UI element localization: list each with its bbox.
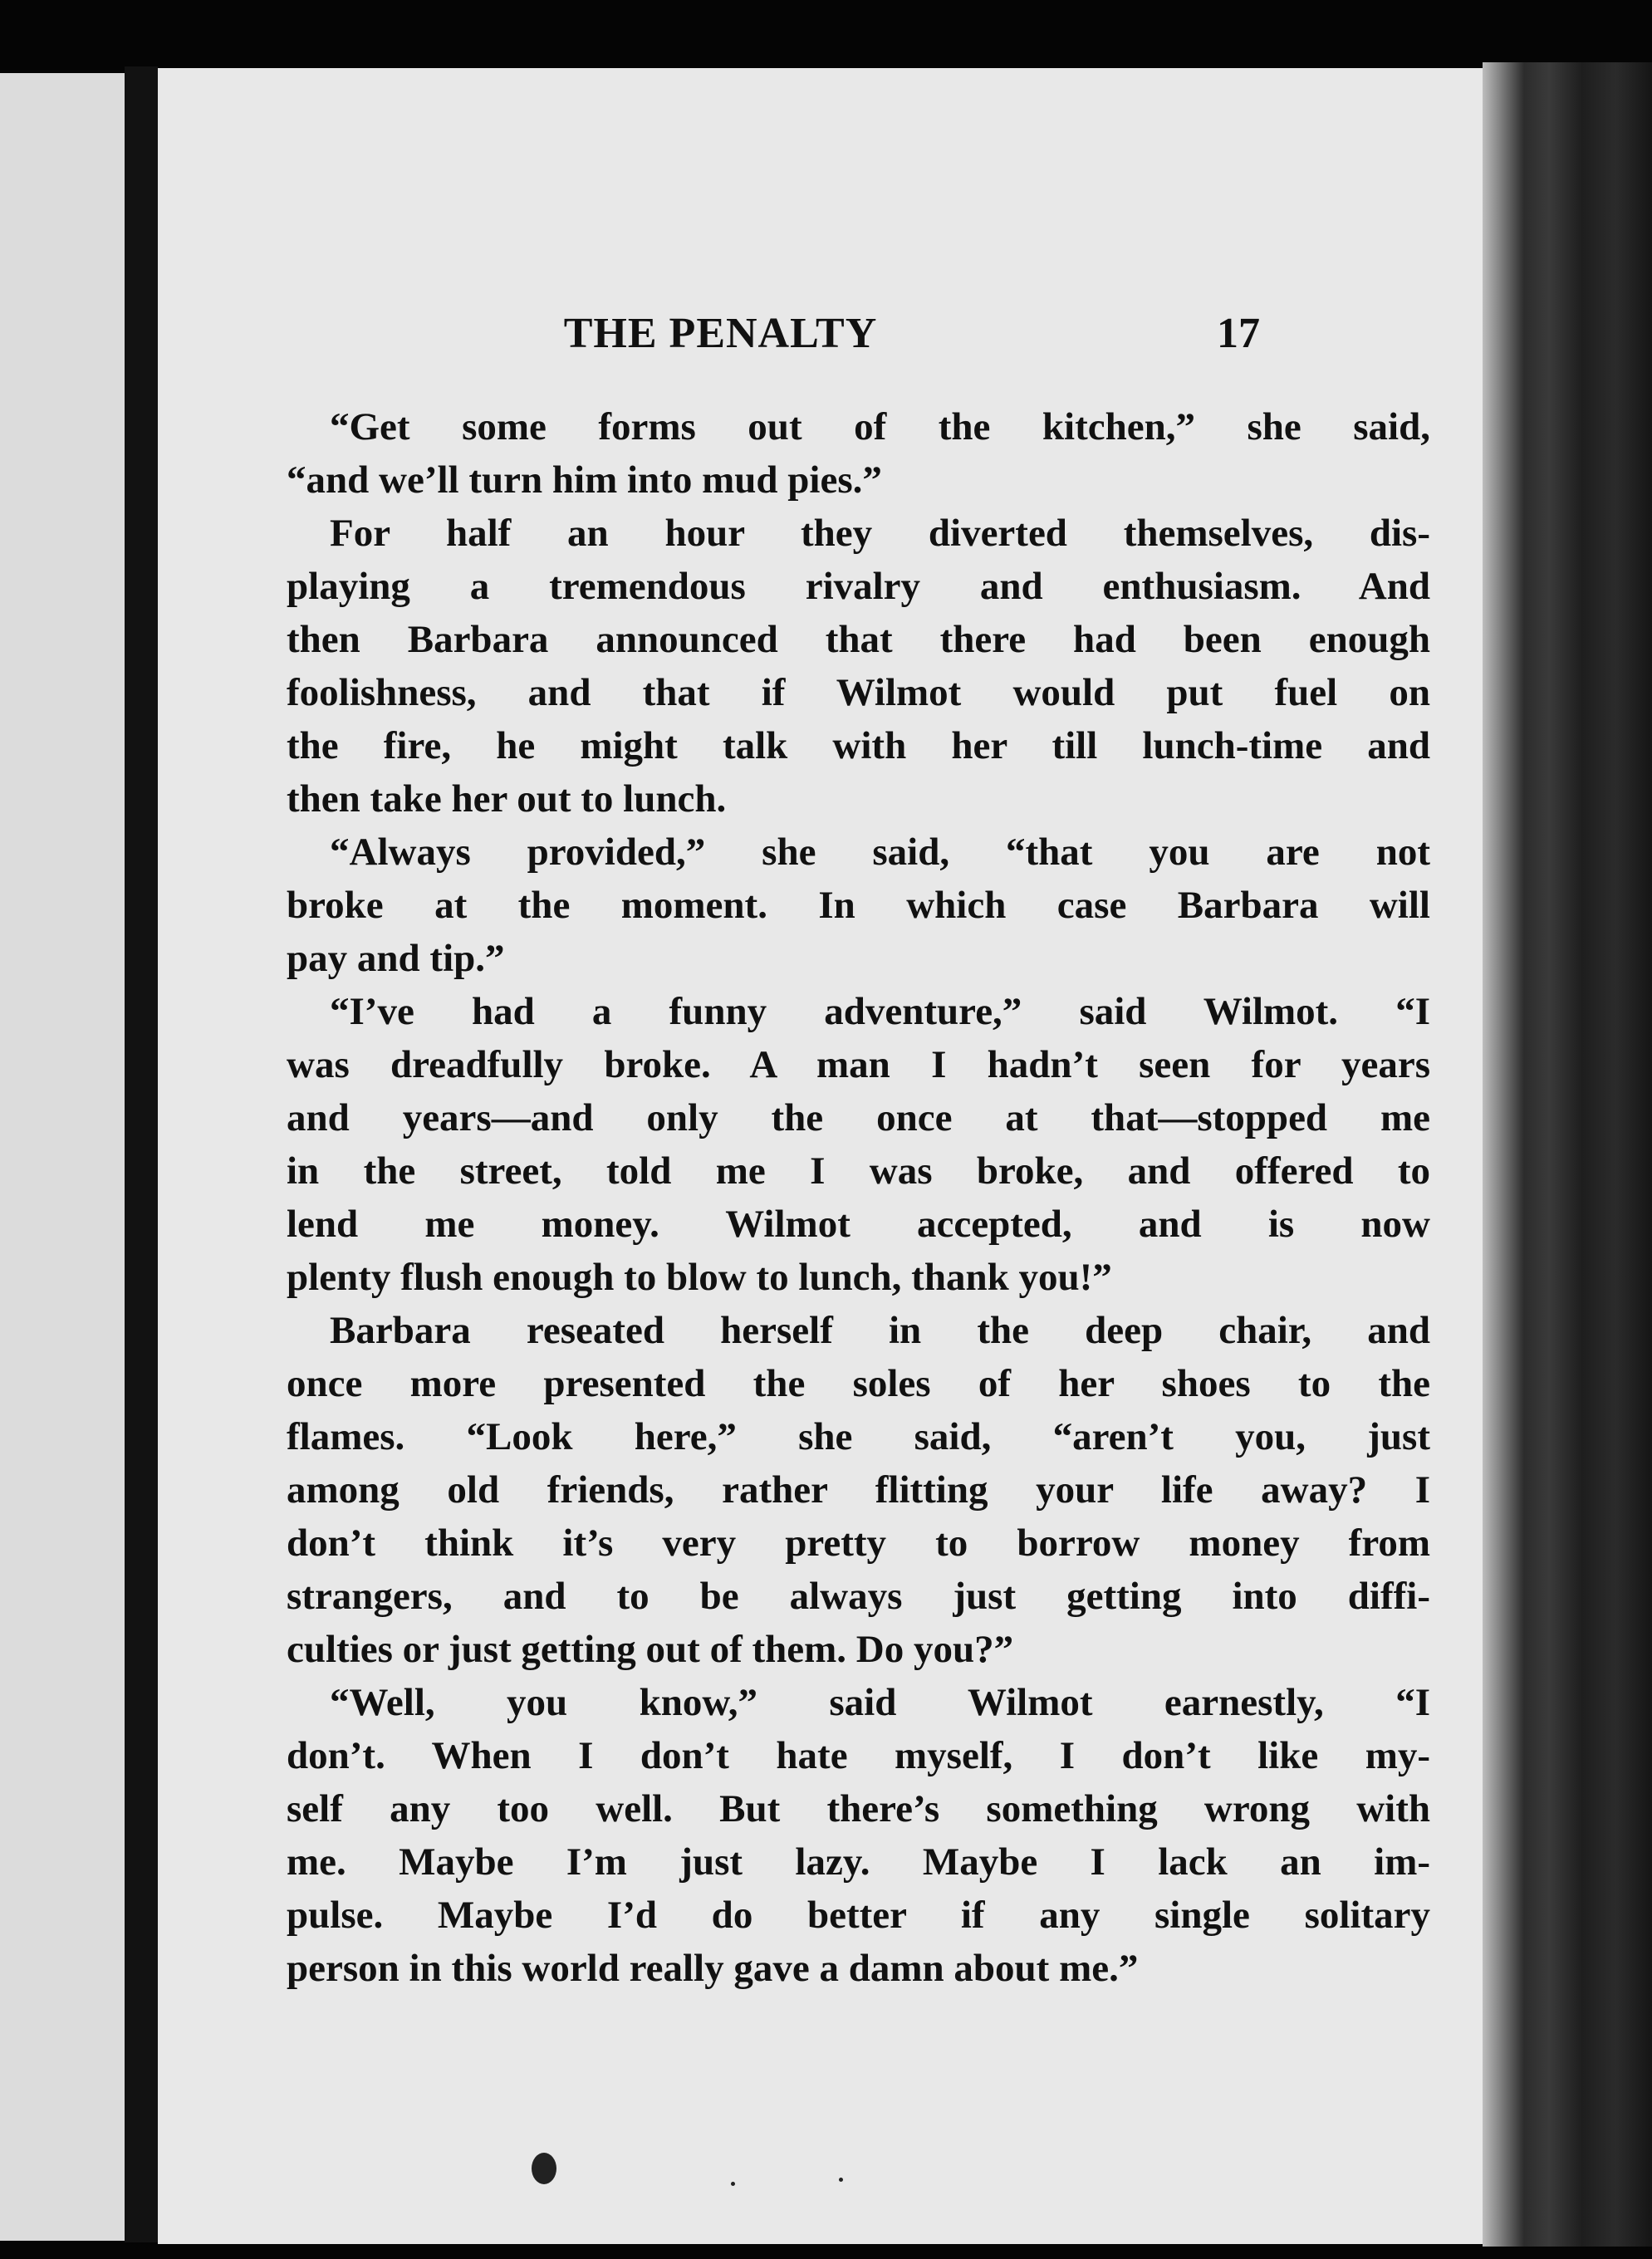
- text-line: person in this world really gave a damn about me.”: [287, 1947, 1139, 1990]
- body-text: [287, 400, 1430, 1995]
- text-line: foolishness, and that if Wilmot would put fuel on: [287, 671, 1430, 714]
- text-line: the fire, he might talk with her till lunch-time and: [287, 724, 1430, 767]
- page-header: [158, 309, 1483, 367]
- ink-speck: [731, 2182, 735, 2186]
- text-line: flames. “Look here,” she said, “aren’t you, just: [287, 1415, 1430, 1458]
- text-line: plenty flush enough to blow to lunch, thank you!”: [287, 1256, 1112, 1299]
- text-line: “Get some forms out of the kitchen,” she said,: [330, 405, 1430, 448]
- text-line: once more presented the soles of her shoes to the: [287, 1362, 1430, 1405]
- text-line: and years—and only the once at that—stopped me: [287, 1096, 1430, 1139]
- ink-speck: [839, 2178, 843, 2182]
- text-line: “Always provided,” she said, “that you are not: [330, 831, 1430, 874]
- running-head: THE PENALTY: [563, 310, 878, 357]
- ink-blot: [532, 2153, 556, 2184]
- text-line: don’t think it’s very pretty to borrow money from: [287, 1522, 1430, 1565]
- text-line: “and we’ll turn him into mud pies.”: [287, 458, 882, 502]
- book-gutter: [125, 66, 158, 2242]
- text-line: self any too well. But there’s something wrong with: [287, 1787, 1430, 1830]
- page-number: 17: [1217, 310, 1260, 357]
- book-page-edges: [1483, 62, 1652, 2247]
- text-line: playing a tremendous rivalry and enthusiasm. And: [287, 565, 1430, 608]
- text-line: was dreadfully broke. A man I hadn’t seen for years: [287, 1043, 1430, 1086]
- text-line: pulse. Maybe I’d do better if any single solitary: [287, 1894, 1430, 1937]
- text-line: strangers, and to be always just getting into diffi-: [287, 1575, 1430, 1618]
- text-line: then Barbara announced that there had been enough: [287, 618, 1430, 661]
- text-line: culties or just getting out of them. Do you?”: [287, 1628, 1014, 1671]
- text-line: me. Maybe I’m just lazy. Maybe I lack an im-: [287, 1840, 1430, 1884]
- text-line: broke at the moment. In which case Barbara will: [287, 884, 1430, 927]
- text-line: “I’ve had a funny adventure,” said Wilmot. “I: [330, 990, 1430, 1033]
- text-line: don’t. When I don’t hate myself, I don’t like my-: [287, 1734, 1430, 1777]
- text-line: then take her out to lunch.: [287, 777, 727, 821]
- text-line: lend me money. Wilmot accepted, and is now: [287, 1203, 1430, 1246]
- text-line: among old friends, rather flitting your life away? I: [287, 1468, 1430, 1512]
- text-line: “Well, you know,” said Wilmot earnestly, “I: [330, 1681, 1430, 1724]
- text-line: For half an hour they diverted themselves, dis-: [330, 512, 1430, 555]
- book-page: [158, 68, 1483, 2244]
- text-line: in the street, told me I was broke, and offered to: [287, 1149, 1430, 1193]
- text-line: pay and tip.”: [287, 937, 505, 980]
- text-line: Barbara reseated herself in the deep chair, and: [330, 1309, 1430, 1352]
- facing-page-edge: [0, 73, 125, 2241]
